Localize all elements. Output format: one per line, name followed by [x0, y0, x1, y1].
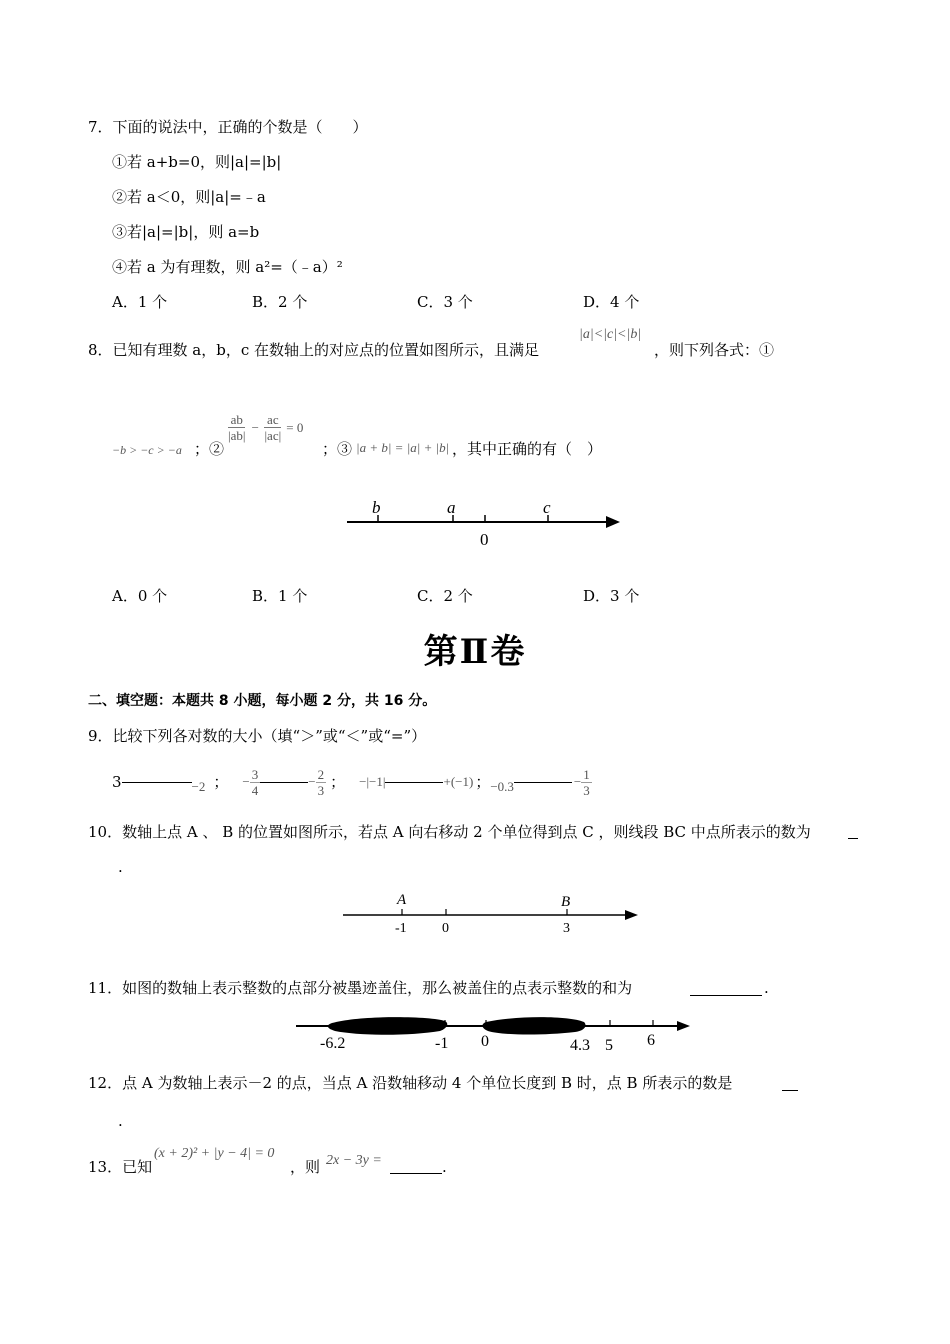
q13-expr: (x + 2)² + |y − 4| = 0 [154, 1146, 275, 1161]
q8-frac2-num: ac [264, 412, 281, 428]
q8-label-0: 0 [480, 530, 489, 549]
q8-stem-b: ，则下列各式：① [654, 341, 775, 359]
q11-label-neg1: -1 [435, 1035, 449, 1052]
q8-stem-c: ，其中正确的有（ ） [452, 440, 603, 458]
q8-frac2 [264, 412, 281, 443]
q11-stem: 11．如图的数轴上表示整数的点部分被墨迹盖住，那么被盖住的点表示整数的和为 [88, 979, 633, 997]
q9-p2-sign: − [242, 774, 250, 789]
q10-label-a: A [397, 892, 407, 908]
q9-p4-sign: − [573, 774, 582, 789]
q9-p4-right-num: 1 [583, 766, 590, 782]
q8-frac1 [228, 412, 245, 443]
q11-blank[interactable] [690, 995, 762, 996]
q8-option-b: B．1 个 [252, 587, 308, 605]
q10-label-3: 3 [563, 921, 570, 936]
q13-expr2: 2x − 3y = [326, 1153, 382, 1168]
q11-label-6: 6 [647, 1032, 655, 1049]
q9-pairs [112, 762, 592, 802]
q9-blank-3[interactable] [385, 782, 443, 783]
q12-stem: 12．点 A 为数轴上表示－2 的点，当点 A 沿数轴移动 4 个单位长度到 B 时，点 B 所表示的数是 [88, 1074, 733, 1092]
q12-end: . [118, 1112, 123, 1130]
q9-p3-left: −|−1| [359, 774, 386, 789]
q9-sep-2: ； [330, 773, 346, 791]
q9-p1-left: 3 [112, 773, 122, 791]
q8-condition: |a|<|c|<|b| [579, 327, 642, 342]
q7-item-4: ④若 a 为有理数，则 a²=（﹣a）² [112, 258, 343, 276]
q8-sep1: ；② [194, 440, 225, 458]
q11-end: . [764, 979, 769, 997]
q10-stem: 10．数轴上点 A 、 B 的位置如图所示，若点 A 向右移动 2 个单位得到点 C ，则线段 BC 中点所表示的数为 [88, 823, 811, 841]
q11-label-5: 5 [605, 1037, 613, 1054]
section-title: 第Ⅱ卷 [423, 632, 527, 672]
q10-label-0: 0 [442, 921, 449, 936]
q10-blank[interactable] [848, 838, 858, 839]
q9-blank-1[interactable] [122, 782, 192, 783]
q10-end: . [118, 858, 123, 876]
q8-option-a: A．0 个 [112, 587, 168, 605]
q8-eq0: = 0 [286, 420, 304, 435]
q9-stem: 9．比较下列各对数的大小（填“＞”或“＜”或“=”） [88, 727, 427, 745]
q7-option-c: C．3 个 [417, 293, 473, 311]
q8-frac2-den: |ac| [264, 428, 282, 443]
q8-label-c: c [543, 498, 551, 517]
q7-item-3: ③若|a|=|b|，则 a=b [112, 223, 260, 241]
q8-option-c: C．2 个 [417, 587, 473, 605]
q12-blank[interactable] [782, 1090, 798, 1091]
q8-expr1: −b > −c > −a [112, 443, 182, 457]
q9-sep-1: ； [213, 773, 229, 791]
q13-blank[interactable] [390, 1173, 442, 1174]
q8-minus: − [250, 420, 260, 435]
q9-p2-left-num: 3 [251, 766, 259, 782]
section-heading: 二、填空题：本题共 8 小题，每小题 2 分，共 16 分。 [88, 693, 437, 709]
q10-label-b: B [561, 894, 571, 910]
q9-p4-right [581, 767, 592, 798]
q11-label-neg6-2: -6.2 [320, 1035, 346, 1052]
arrow-icon [606, 516, 620, 528]
q10-label-neg1: -1 [395, 921, 407, 936]
q11-label-4-3: 4.3 [570, 1037, 590, 1054]
q9-p2-right-sign: − [308, 774, 316, 789]
q9-blank-2[interactable] [260, 782, 308, 783]
q7-stem: 7．下面的说法中，正确的个数是（ ） [88, 118, 368, 136]
q9-sep-3: ； [475, 773, 491, 791]
q7-item-1: ①若 a+b=0，则|a|=|b| [112, 153, 282, 171]
arrow-icon [625, 910, 638, 920]
ink-blot-right [482, 1017, 585, 1034]
q10-number-line [338, 888, 643, 938]
q9-p2-right [316, 767, 327, 798]
q7-option-b: B．2 个 [252, 293, 308, 311]
q13-end: . [442, 1158, 447, 1176]
q11-label-0: 0 [481, 1033, 489, 1050]
q8-option-d: D．3 个 [583, 587, 640, 605]
q9-p2-right-den: 3 [317, 782, 325, 798]
q13-stem-b: ，则 [290, 1158, 321, 1176]
ink-blot-left [328, 1017, 447, 1035]
q9-p4-left: −0.3 [490, 779, 514, 794]
q9-p1-right: −2 [191, 779, 206, 794]
q8-stem-a: 8．已知有理数 a，b，c 在数轴上的对应点的位置如图所示，且满足 [88, 341, 540, 359]
q9-blank-4[interactable] [514, 782, 572, 783]
q7-option-a: A．1 个 [112, 293, 168, 311]
q9-p2-left-den: 4 [251, 782, 259, 798]
q8-frac1-num: ab [228, 412, 245, 428]
q8-label-b: b [372, 498, 381, 517]
q11-number-line [290, 1012, 695, 1054]
q8-frac1-den: |ab| [228, 428, 246, 443]
q8-expr2 [228, 412, 303, 443]
q8-label-a: a [447, 498, 456, 517]
arrow-icon [677, 1021, 690, 1031]
q8-number-line [340, 492, 630, 550]
q13-stem-a: 13．已知 [88, 1158, 153, 1176]
q9-p4-right-den: 3 [583, 782, 590, 798]
q7-option-d: D．4 个 [583, 293, 640, 311]
q8-expr3: |a + b| = |a| + |b| [356, 440, 450, 455]
q8-sep2: ；③ [322, 440, 353, 458]
q7-item-2: ②若 a＜0，则|a|=﹣a [112, 188, 266, 206]
q9-p3-right: +(−1) [443, 774, 474, 789]
q9-p2-right-num: 2 [317, 766, 325, 782]
q9-p2-left [250, 767, 261, 798]
